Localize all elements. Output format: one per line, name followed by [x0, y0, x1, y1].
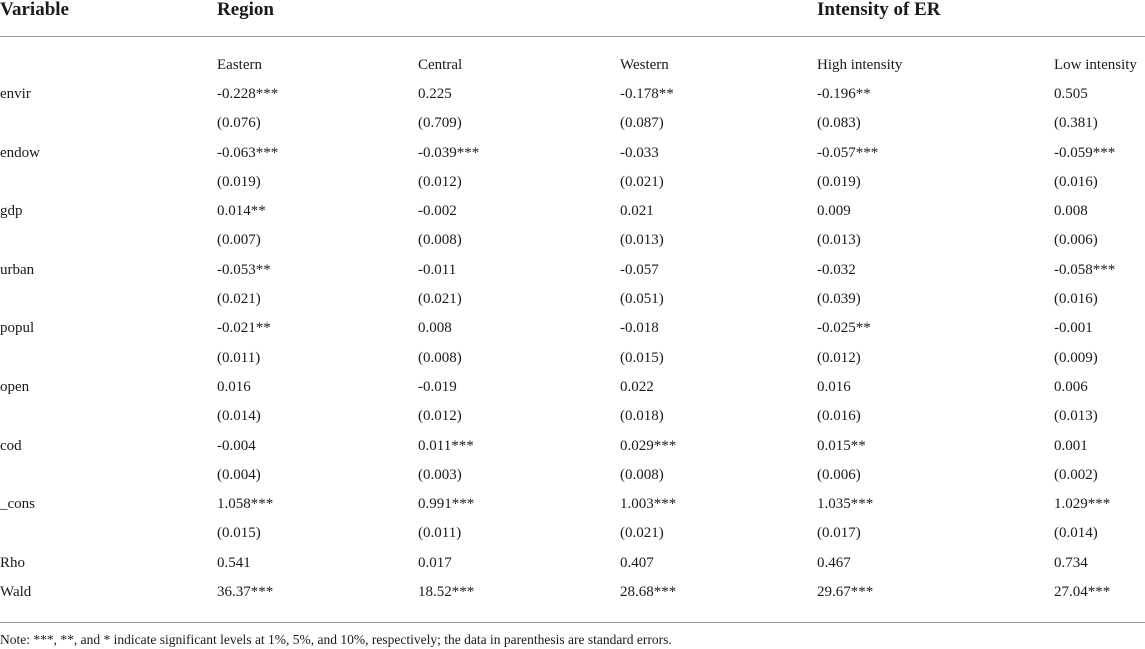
- table-cell: 0.407: [620, 554, 654, 571]
- table-cell: 29.67***: [817, 583, 874, 600]
- table-row: [0, 577, 1145, 606]
- footer-rule: [0, 622, 1145, 623]
- table-row: [0, 109, 1145, 138]
- table-row: [0, 460, 1145, 489]
- row-label: envir: [0, 85, 31, 102]
- table-cell: 28.68***: [620, 583, 677, 600]
- table-cell: (0.009): [1054, 349, 1098, 366]
- table-cell: (0.006): [1054, 232, 1098, 249]
- row-label: gdp: [0, 203, 23, 220]
- row-label: cod: [0, 437, 22, 454]
- table-cell: 0.734: [1054, 554, 1088, 571]
- row-label: [0, 402, 217, 431]
- table-cell: (0.039): [817, 291, 861, 308]
- table-cell: -0.019: [418, 378, 457, 395]
- table-cell: 0.009: [817, 203, 851, 220]
- table-row: [0, 431, 1145, 460]
- table-cell: (0.021): [620, 173, 664, 190]
- table-cell: -0.228***: [217, 85, 279, 102]
- table-row: [0, 314, 1145, 343]
- table-cell: (0.011): [217, 349, 261, 366]
- table-row: [0, 79, 1145, 108]
- table-row: [0, 519, 1145, 548]
- table-cell: 0.505: [1054, 85, 1088, 102]
- table-cell: (0.083): [817, 115, 861, 132]
- table-cell: (0.013): [620, 232, 664, 249]
- table-cell: (0.013): [817, 232, 861, 249]
- table-cell: (0.004): [217, 466, 261, 483]
- table-row: [0, 255, 1145, 284]
- table-cell: (0.011): [418, 525, 462, 542]
- table-cell: 0.541: [217, 554, 251, 571]
- table-cell: 36.37***: [217, 583, 274, 600]
- table-cell: (0.018): [620, 408, 664, 425]
- subheader-central: Central: [418, 56, 463, 73]
- table-row: [0, 196, 1145, 225]
- row-label: [0, 460, 217, 489]
- table-cell: -0.032: [817, 261, 856, 278]
- table-cell: (0.008): [418, 349, 462, 366]
- row-label: open: [0, 378, 30, 395]
- table-cell: 27.04***: [1054, 583, 1111, 600]
- table-cell: 0.008: [418, 320, 452, 337]
- table-cell: 0.014**: [217, 203, 266, 220]
- table-cell: (0.021): [217, 291, 261, 308]
- table-cell: 0.011***: [418, 437, 474, 454]
- table-cell: -0.002: [418, 203, 457, 220]
- row-label: [0, 226, 217, 255]
- header-variable: Variable: [0, 0, 69, 20]
- row-label: popul: [0, 320, 35, 337]
- row-label: endow: [0, 144, 40, 161]
- table-cell: -0.196**: [817, 85, 871, 102]
- row-label: [0, 343, 217, 372]
- row-label: [0, 284, 217, 313]
- table-cell: 0.006: [1054, 378, 1088, 395]
- table-row: [0, 167, 1145, 196]
- table-cell: -0.001: [1054, 320, 1093, 337]
- table-cell: (0.076): [217, 115, 261, 132]
- header-region: Region: [217, 0, 274, 20]
- results-table: [0, 50, 1145, 607]
- table-cell: (0.006): [817, 466, 861, 483]
- table-cell: -0.057: [620, 261, 659, 278]
- table-cell: -0.021**: [217, 320, 271, 337]
- table-cell: -0.063***: [217, 144, 279, 161]
- table-row: [0, 372, 1145, 401]
- subheader-western: Western: [620, 56, 669, 73]
- table-cell: (0.003): [418, 466, 462, 483]
- table-cell: 1.058***: [217, 496, 274, 513]
- subheader-blank: [0, 50, 217, 79]
- header-rule: [0, 36, 1145, 37]
- table-row: [0, 226, 1145, 255]
- row-label: Wald: [0, 583, 32, 600]
- table-cell: (0.002): [1054, 466, 1098, 483]
- table-cell: 1.029***: [1054, 496, 1111, 513]
- table-cell: 0.991***: [418, 496, 475, 513]
- table-cell: (0.007): [217, 232, 261, 249]
- table-cell: (0.015): [620, 349, 664, 366]
- table-cell: (0.012): [817, 349, 861, 366]
- row-label: [0, 109, 217, 138]
- table-cell: (0.008): [418, 232, 462, 249]
- subheader-high-intensity: High intensity: [817, 56, 903, 73]
- table-cell: 0.008: [1054, 203, 1088, 220]
- row-label: [0, 519, 217, 548]
- table-cell: 0.015**: [817, 437, 866, 454]
- table-cell: 0.016: [217, 378, 251, 395]
- table-cell: 0.016: [817, 378, 851, 395]
- table-cell: -0.057***: [817, 144, 879, 161]
- table-cell: (0.016): [817, 408, 861, 425]
- table-cell: -0.039***: [418, 144, 480, 161]
- table-cell: (0.008): [620, 466, 664, 483]
- table-row: [0, 138, 1145, 167]
- table-cell: (0.087): [620, 115, 664, 132]
- table-cell: 0.029***: [620, 437, 677, 454]
- table-cell: (0.021): [418, 291, 462, 308]
- table-cell: (0.013): [1054, 408, 1098, 425]
- table-cell: 0.001: [1054, 437, 1088, 454]
- table-cell: -0.004: [217, 437, 256, 454]
- table-row: [0, 284, 1145, 313]
- table-cell: 1.003***: [620, 496, 677, 513]
- table-cell: -0.059***: [1054, 144, 1116, 161]
- table-cell: (0.021): [620, 525, 664, 542]
- table-cell: 0.225: [418, 85, 452, 102]
- table-cell: (0.012): [418, 408, 462, 425]
- table-row: [0, 548, 1145, 577]
- table-row: [0, 489, 1145, 518]
- table-cell: (0.709): [418, 115, 462, 132]
- row-label: Rho: [0, 554, 26, 571]
- table-cell: -0.053**: [217, 261, 271, 278]
- table-cell: (0.019): [817, 173, 861, 190]
- table-header: [0, 0, 1145, 36]
- table-note: Note: ***, **, and * indicate significant levels at 1%, 5%, and 10%, respectively; the data in parenthesis are standard errors.: [0, 632, 672, 647]
- table-cell: -0.178**: [620, 85, 674, 102]
- table-cell: (0.019): [217, 173, 261, 190]
- table-cell: 0.467: [817, 554, 851, 571]
- table-cell: (0.012): [418, 173, 462, 190]
- table-cell: (0.016): [1054, 291, 1098, 308]
- table-cell: -0.058***: [1054, 261, 1116, 278]
- table-row: [0, 343, 1145, 372]
- table-cell: -0.033: [620, 144, 659, 161]
- table-cell: (0.016): [1054, 173, 1098, 190]
- table-cell: (0.051): [620, 291, 664, 308]
- table-cell: (0.381): [1054, 115, 1098, 132]
- table-cell: -0.018: [620, 320, 659, 337]
- table-cell: (0.014): [1054, 525, 1098, 542]
- subheader-row: [0, 50, 1145, 79]
- subheader-eastern: Eastern: [217, 56, 262, 73]
- table-cell: 0.022: [620, 378, 654, 395]
- subheader-low-intensity: Low intensity: [1054, 56, 1137, 73]
- table-cell: (0.014): [217, 408, 261, 425]
- table-cell: 0.021: [620, 203, 654, 220]
- table-cell: -0.025**: [817, 320, 871, 337]
- header-intensity: Intensity of ER: [817, 0, 941, 20]
- table-cell: 1.035***: [817, 496, 874, 513]
- table-row: [0, 402, 1145, 431]
- table-cell: (0.015): [217, 525, 261, 542]
- table-cell: -0.011: [418, 261, 457, 278]
- table-cell: (0.017): [817, 525, 861, 542]
- row-label: urban: [0, 261, 35, 278]
- table-cell: 18.52***: [418, 583, 475, 600]
- row-label: _cons: [0, 496, 35, 513]
- table-cell: 0.017: [418, 554, 452, 571]
- row-label: [0, 167, 217, 196]
